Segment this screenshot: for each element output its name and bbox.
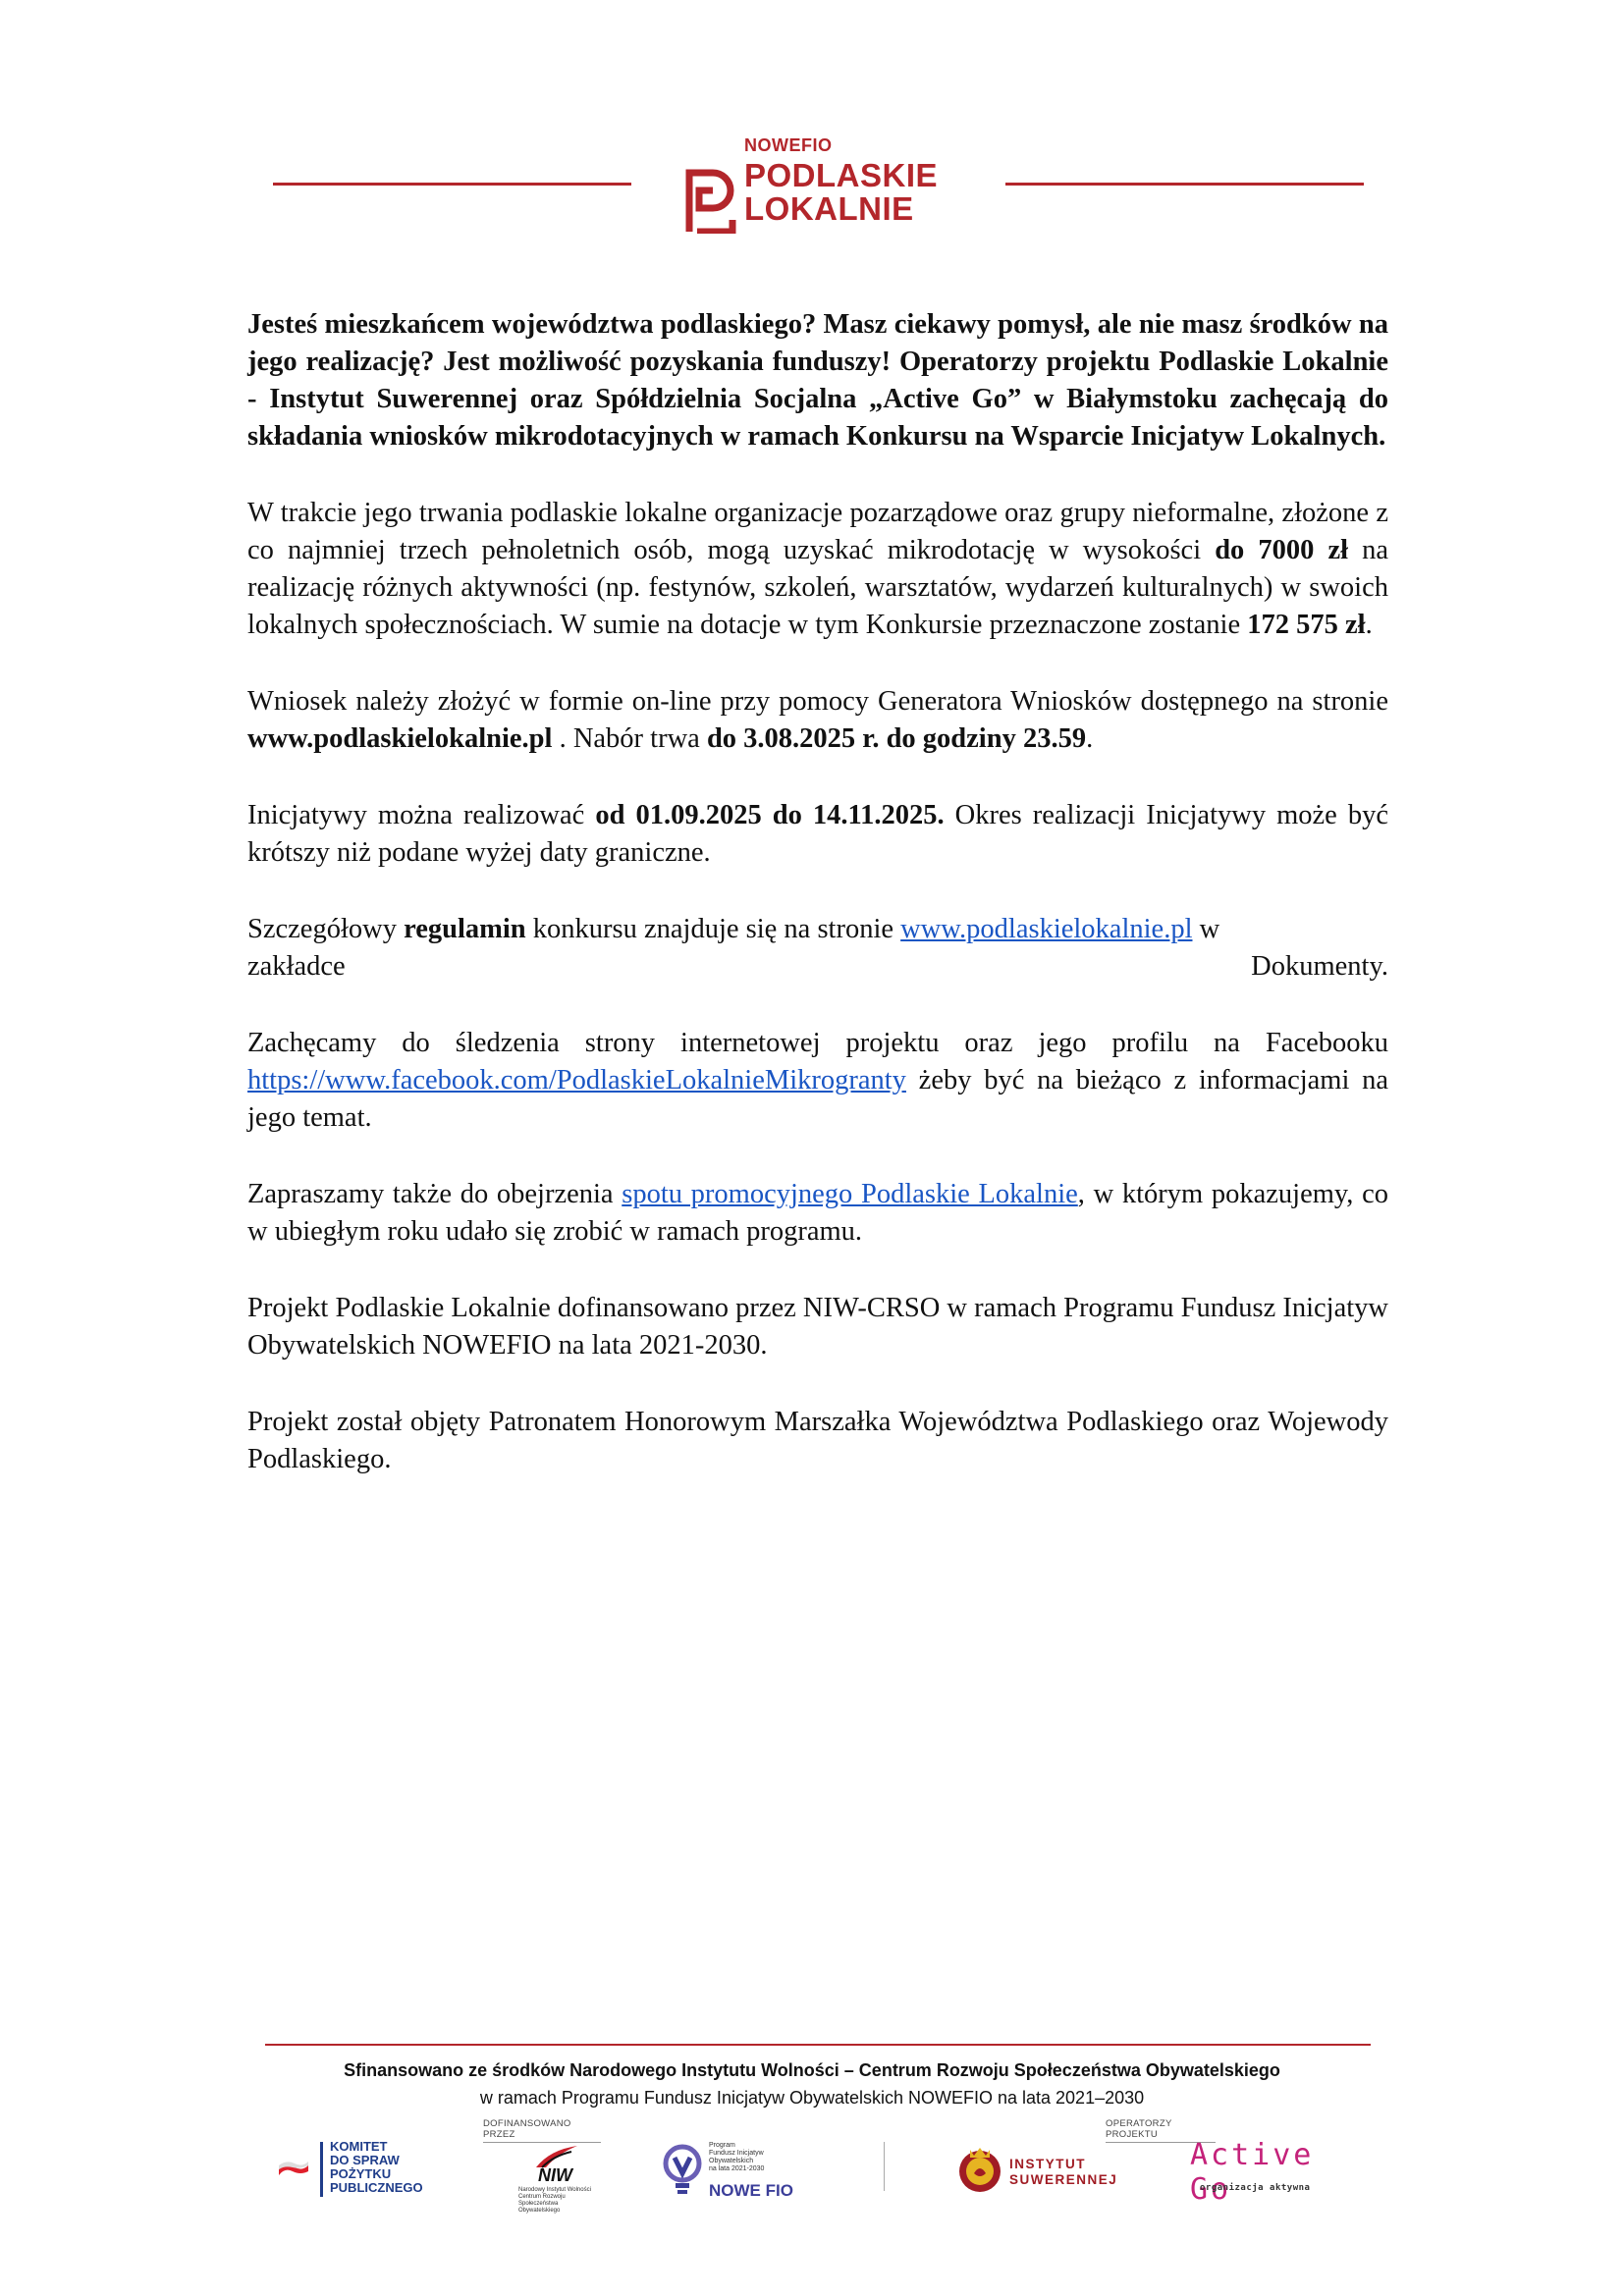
polish-flag-icon [277, 2160, 310, 2179]
logo-line-lokalnie: LOKALNIE [744, 190, 914, 227]
nowe-fio-small-text [709, 2142, 764, 2173]
caption-project-operators: OPERATORZY PROJEKTU [1106, 2118, 1216, 2143]
instytut-name [1009, 2157, 1117, 2188]
lightbulb-icon [662, 2144, 703, 2197]
komitet-divider-bar [320, 2142, 323, 2197]
header-divider-right [1005, 183, 1364, 186]
footer-funding-line-1: Sfinansowano ze środków Narodowego Instytutu Wolności – Centrum Rozwoju Społeczeństwa Obywatelskiego [344, 2060, 1280, 2080]
paragraph-facebook [247, 1025, 1388, 1137]
niw-text: NIW [538, 2165, 572, 2185]
text-segment: Zapraszamy także do obejrzenia [247, 1179, 623, 1209]
podlaskie-lokalnie-mark-icon [683, 163, 738, 234]
nowe-fio-line: Fundusz Inicjatyw [709, 2150, 764, 2157]
text-segment: w [1192, 914, 1220, 944]
logo-nowefio-text: NOWEFIO [744, 135, 833, 155]
paragraph-grant-amount [247, 495, 1388, 644]
text-segment: Zachęcamy do śledzenia strony internetowej projektu oraz jego profilu na Facebooku [247, 1028, 1388, 1058]
regulations-line-2 [247, 948, 1388, 986]
paragraph-realization-dates [247, 797, 1388, 872]
text-segment: żeby być na bieżąco z informacjami na jego temat. [247, 1065, 1388, 1133]
regulations-line-1 [247, 911, 1388, 948]
facebook-link[interactable]: https://www.facebook.com/PodlaskieLokalnieMikrogranty [247, 1065, 906, 1095]
niw-logo [511, 2140, 595, 2214]
text-segment: Wniosek należy złożyć w formie on-line przy pomocy Generatora Wniosków dostępnego na stronie [247, 686, 1388, 717]
text-segment: Szczegółowy [247, 914, 405, 944]
bold-website: www.podlaskielokalnie.pl [247, 723, 553, 754]
paragraph-promo-video [247, 1176, 1388, 1251]
website-link[interactable]: www.podlaskielokalnie.pl [900, 914, 1193, 944]
crest-icon [956, 2144, 1003, 2197]
logo-line-podlaskie: PODLASKIE [744, 157, 939, 193]
caption-funded-by: DOFINANSOWANO PRZEZ [483, 2118, 601, 2143]
paragraph-funding: Projekt Podlaskie Lokalnie dofinansowano przez NIW-CRSO w ramach Programu Fundusz Inicjatyw Obywatelskich NOWEFIO na lata 2021-2030. [247, 1293, 1388, 1361]
text-segment: . [1365, 610, 1373, 640]
komitet-line: POŻYTKU [330, 2166, 392, 2181]
text-segment: . Nabór trwa [552, 723, 707, 754]
nowe-fio-line: Obywatelskich [709, 2158, 754, 2164]
promo-video-link[interactable]: spotu promocyjnego Podlaskie Lokalnie [622, 1179, 1078, 1209]
active-go-tagline: organizacja aktywna [1200, 2183, 1311, 2193]
bold-total-amount: 172 575 zł [1247, 610, 1366, 640]
intro-paragraph: Jesteś mieszkańcem województwa podlaskiego? Masz ciekawy pomysł, ale nie masz środków na jego realizację? Jest możliwość pozyskania funduszy! Operatorzy projektu Podlaskie Lokalnie - Instytut Suwerennej oraz Spółdzielnia Socjalna „Active Go” w Białymstoku zachęcają do składania wniosków mikrodotacyjnych w ramach Konkursu na Wsparcie Inicjatyw Lokalnych. [247, 309, 1388, 452]
komitet-line: PUBLICZNEGO [330, 2180, 423, 2195]
footer-funding-line-2: w ramach Programu Fundusz Inicjatyw Obywatelskich NOWEFIO na lata 2021–2030 [479, 2088, 1145, 2108]
active-go-name: Active Go [1190, 2138, 1315, 2207]
instytut-suwerennej-logo [956, 2140, 1133, 2201]
active-go-logo [1190, 2138, 1373, 2207]
bold-date-range: od 01.09.2025 do 14.11.2025. [595, 800, 945, 830]
niw-subtext: Narodowy Instytut Wolności Centrum Rozwoju Społeczeństwa Obywatelskiego [518, 2187, 591, 2214]
footer-logo-separator [884, 2142, 885, 2191]
komitet-line: DO SPRAW [330, 2153, 400, 2167]
text-segment: , w którym pokazujemy, co w ubiegłym roku udało się zrobić w ramach programu. [247, 1179, 1388, 1247]
paragraph-patronage: Projekt został objęty Patronatem Honorowym Marszałka Województwa Podlaskiego oraz Wojewody Podlaskiego. [247, 1407, 1388, 1474]
instytut-line: SUWERENNEJ [1009, 2172, 1118, 2187]
text-segment: Dokumenty. [1251, 951, 1388, 982]
bold-deadline: do 3.08.2025 r. do godziny 23.59 [706, 723, 1087, 754]
text-segment: Inicjatywy można realizować [247, 800, 596, 830]
komitet-logo [277, 2140, 454, 2199]
document-body [247, 306, 1388, 1518]
instytut-line: INSTYTUT [1009, 2157, 1086, 2171]
text-segment: na realizację różnych aktywności (np. festynów, szkoleń, warsztatów, wydarzeń kulturalnych) w swoich lokalnych społecznościach. W sumie na dotacje w tym Konkursie przeznaczone zostanie [247, 535, 1389, 640]
nowe-fio-line: na lata 2021-2030 [709, 2165, 765, 2172]
paragraph-regulations [247, 911, 1388, 986]
text-segment: W trakcie jego trwania podlaskie lokalne organizacje pozarządowe oraz grupy nieformalne, złożone z co najmniej trzech pełnoletnich osób, mogą uzyskać mikrodotację w wysokości [247, 498, 1388, 565]
header-divider-left [273, 183, 631, 186]
nowe-fio-logo [658, 2138, 815, 2201]
bold-amount-7000: do 7000 zł [1215, 535, 1349, 565]
text-segment: . [1086, 723, 1094, 754]
text-segment: zakładce [247, 951, 346, 982]
bold-regulamin: regulamin [404, 914, 526, 944]
text-segment: konkursu znajduje się na stronie [525, 914, 901, 944]
komitet-name [330, 2140, 423, 2195]
text-segment: Okres realizacji Inicjatywy może być krótszy niż podane wyżej daty graniczne. [247, 800, 1388, 868]
footer-divider [265, 2044, 1371, 2046]
nowe-fio-line: Program [709, 2142, 735, 2149]
podlaskie-lokalnie-logo [683, 135, 958, 234]
nowe-fio-name: NOWE FIO [709, 2181, 793, 2200]
komitet-line: KOMITET [330, 2139, 388, 2154]
paragraph-application [247, 683, 1388, 758]
